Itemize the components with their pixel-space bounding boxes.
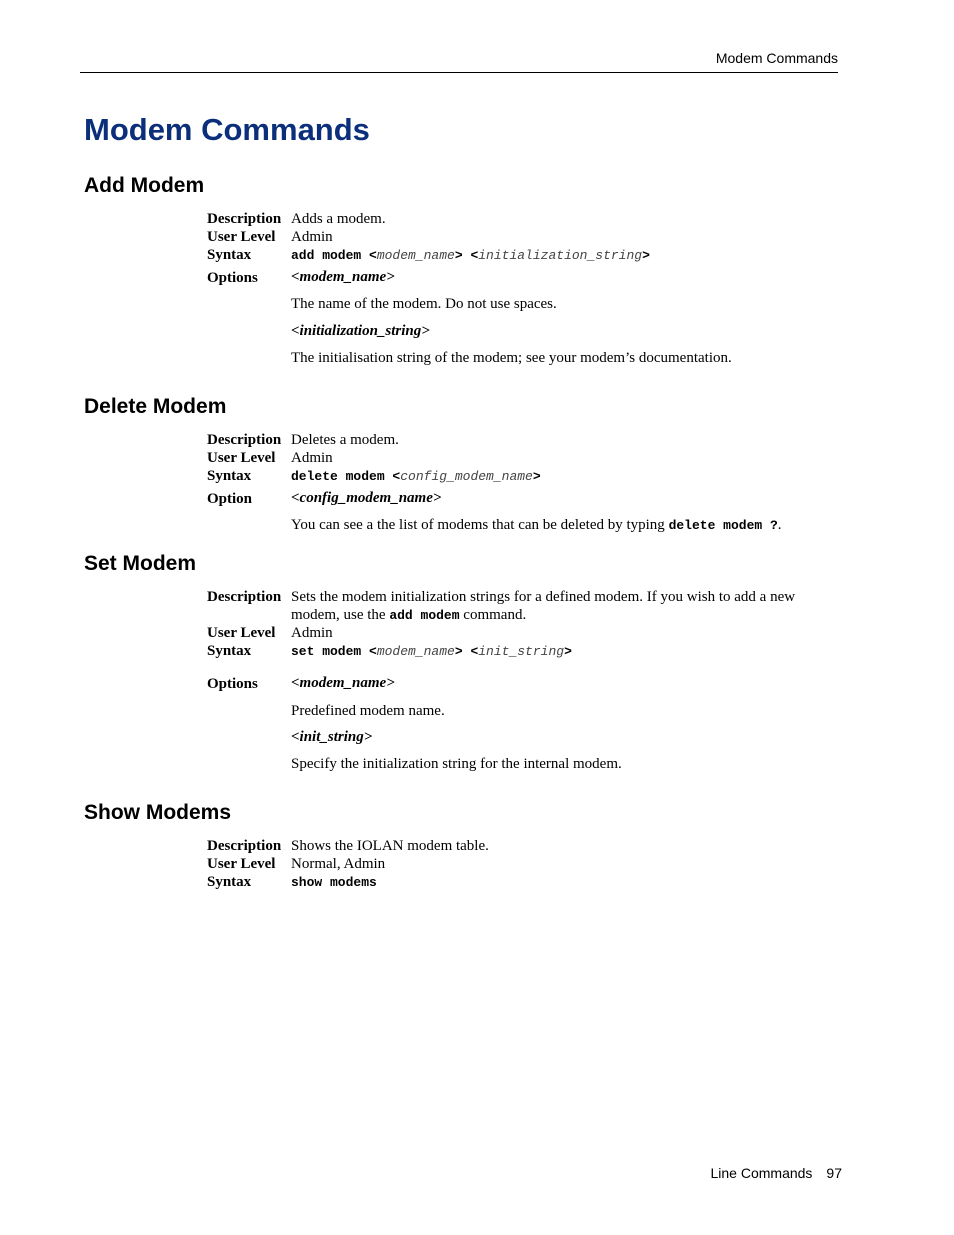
option-desc-text: .: [777, 517, 782, 533]
add-modem-user-level-label: User Level: [207, 229, 276, 245]
add-modem-option-desc: The initialisation string of the modem; see your modem’s documentation.: [291, 350, 732, 366]
show-modems-syntax: [291, 873, 377, 891]
syntax-command: add modem: [291, 248, 362, 263]
set-modem-option-name: <init_string>: [291, 729, 373, 745]
page-number: 97: [826, 1165, 842, 1181]
syntax-param: init_string: [478, 644, 565, 659]
set-modem-syntax: set modem <modem_name> <init_string>: [291, 644, 572, 659]
page-footer: [710, 1165, 842, 1181]
show-modems-user-level-label: User Level: [207, 856, 276, 872]
add-modem-user-level: Admin: [291, 229, 333, 245]
delete-modem-syntax-label: Syntax: [207, 468, 252, 484]
delete-modem-description-label: Description: [207, 432, 282, 448]
description-text: Sets the modem initialization strings for a defined modem. If you wish to add a new modem, use the: [291, 589, 796, 623]
set-modem-section: [84, 552, 196, 576]
show-modems-section: [84, 801, 231, 825]
show-modems-syntax-label: Syntax: [207, 874, 252, 890]
add-modem-section: [84, 174, 204, 198]
delete-modem-syntax: delete modem <config_modem_name>: [291, 469, 541, 484]
delete-modem-option-desc: [291, 516, 782, 534]
delete-modem-user-level: Admin: [291, 450, 333, 466]
add-modem-syntax: add modem <modem_name> <initialization_string>: [291, 248, 650, 263]
delete-modem-section: [84, 395, 226, 419]
delete-modem-user-level-label: User Level: [207, 450, 276, 466]
set-modem-option-desc: Predefined modem name.: [291, 703, 445, 719]
add-modem-options-label: Options: [207, 270, 258, 286]
set-modem-description-label: Description: [207, 589, 282, 605]
show-modems-user-level: Normal, Admin: [291, 856, 386, 872]
delete-modem-description: Deletes a modem.: [291, 432, 399, 448]
page-title: Modem Commands: [84, 112, 370, 147]
add-modem-syntax-label: Syntax: [207, 247, 252, 263]
show-modems-heading: Show Modems: [84, 801, 232, 824]
show-modems-description-label: Description: [207, 838, 282, 854]
set-modem-description: [291, 588, 821, 624]
syntax-command: show modems: [291, 875, 377, 890]
set-modem-option-name: <modem_name>: [291, 675, 395, 691]
add-modem-heading: Add Modem: [84, 174, 205, 197]
description-text: command.: [459, 607, 527, 623]
inline-code: add modem: [389, 608, 460, 623]
set-modem-user-level-label: User Level: [207, 625, 276, 641]
syntax-command: set modem: [291, 644, 362, 659]
set-modem-options-label: Options: [207, 676, 258, 692]
option-desc-text: You can see a the list of modems that can be deleted by typing: [291, 517, 669, 533]
header-rule: [80, 72, 838, 73]
syntax-param: modem_name: [376, 644, 455, 659]
syntax-param: modem_name: [376, 248, 455, 263]
set-modem-heading: Set Modem: [84, 552, 197, 575]
add-modem-option-name: <modem_name>: [291, 269, 395, 285]
syntax-command: delete modem: [291, 469, 385, 484]
inline-code: delete modem ?: [668, 518, 778, 533]
syntax-param: initialization_string: [478, 248, 643, 263]
add-modem-description: Adds a modem.: [291, 211, 386, 227]
running-header: Modem Commands: [715, 50, 838, 66]
show-modems-description: Shows the IOLAN modem table.: [291, 838, 489, 854]
delete-modem-option-label: Option: [207, 491, 253, 507]
delete-modem-heading: Delete Modem: [84, 395, 227, 418]
add-modem-option-desc: The name of the modem. Do not use spaces.: [291, 296, 557, 312]
footer-section: Line Commands: [710, 1165, 813, 1181]
add-modem-option-name: <initialization_string>: [291, 323, 430, 339]
set-modem-user-level: Admin: [291, 625, 333, 641]
set-modem-option-desc: Specify the initialization string for the internal modem.: [291, 756, 622, 772]
delete-modem-option-name: <config_modem_name>: [291, 490, 442, 506]
set-modem-syntax-label: Syntax: [207, 643, 252, 659]
add-modem-description-label: Description: [207, 211, 282, 227]
syntax-param: config_modem_name: [400, 469, 533, 484]
